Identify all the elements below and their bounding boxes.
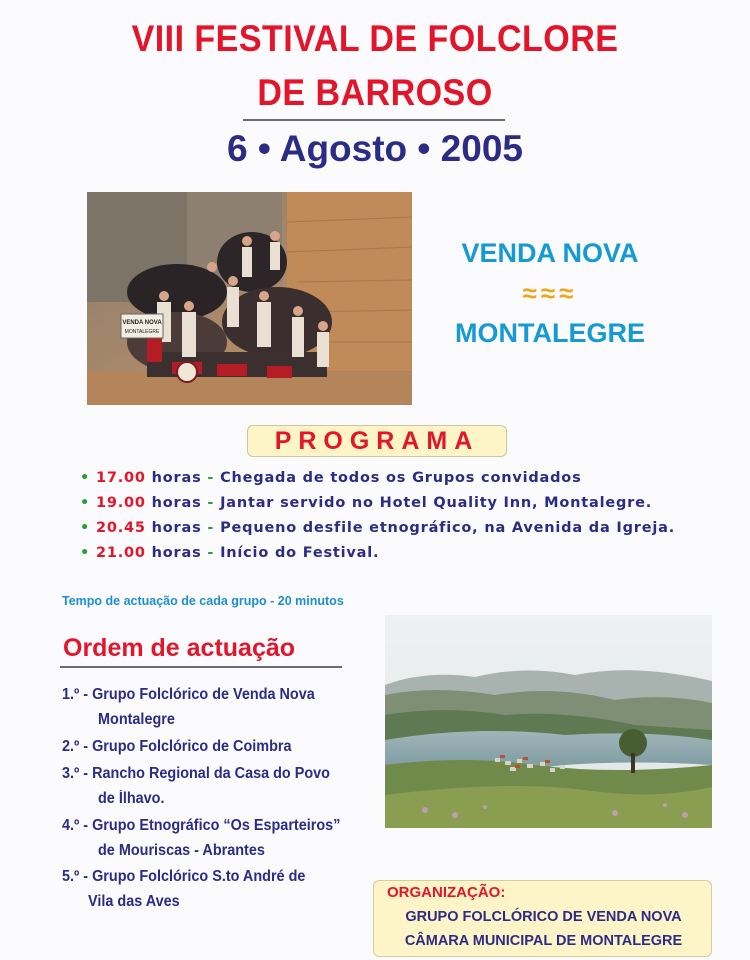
- programa-unit: horas: [151, 520, 202, 536]
- bullet: •: [80, 495, 91, 511]
- location-venda-nova: VENDA NOVA: [461, 238, 639, 268]
- bullet: •: [80, 470, 91, 486]
- ordem-item-2: 2.º - Grupo Folclórico de Coimbra: [62, 738, 292, 755]
- organizacao-line2: CÂMARA MUNICIPAL DE MONTALEGRE: [404, 933, 683, 949]
- programa-item: [80, 520, 675, 536]
- ordem-item-1-cont: Montalegre: [98, 711, 175, 728]
- programa-heading: PROGRAMA: [274, 427, 480, 455]
- banner-text-line1: VENDA NOVA: [122, 320, 162, 326]
- programa-text: Jantar servido no Hotel Quality Inn, Montalegre.: [220, 495, 653, 511]
- programa-item: [80, 495, 652, 511]
- ordem-item-3: 3.º - Rancho Regional da Casa do Povo: [62, 765, 330, 782]
- wave-separator: ≈≈≈: [522, 278, 578, 308]
- programa-unit: horas: [151, 545, 202, 561]
- ordem-item-4-cont: de Mouriscas - Abrantes: [98, 842, 265, 859]
- programa-text: Chegada de todos os Grupos convidados: [220, 470, 582, 486]
- ordem-item-5: 5.º - Grupo Folclórico S.to André de: [62, 868, 306, 885]
- bullet: •: [80, 545, 91, 561]
- programa-text: Pequeno desfile etnográfico, na Avenida da Igreja.: [220, 520, 676, 536]
- ordem-underline: [60, 666, 342, 668]
- festival-title-line1: VIII FESTIVAL DE FOLCLORE: [131, 18, 619, 59]
- programa-dash: -: [207, 520, 215, 536]
- programa-time: 19.00: [95, 495, 146, 511]
- ordem-item-4: 4.º - Grupo Etnográfico “Os Esparteiros”: [62, 817, 341, 834]
- programa-dash: -: [207, 470, 215, 486]
- ordem-item-1: 1.º - Grupo Folclórico de Venda Nova: [62, 686, 315, 703]
- organizacao-line1: GRUPO FOLCLÓRICO DE VENDA NOVA: [405, 909, 682, 925]
- banner-text-line2: MONTALEGRE: [124, 329, 160, 335]
- festival-title-line2: DE BARROSO: [257, 72, 493, 113]
- title-underline: [243, 119, 505, 121]
- organizacao-label: ORGANIZAÇÃO:: [387, 884, 506, 901]
- programa-unit: horas: [151, 470, 202, 486]
- programa-time: 20.45: [95, 520, 146, 536]
- ordem-heading: Ordem de actuação: [63, 634, 296, 662]
- ordem-item-3-cont: de Ílhavo.: [98, 790, 165, 807]
- programa-time: 21.00: [95, 545, 146, 561]
- programa-dash: -: [207, 495, 215, 511]
- bullet: •: [80, 520, 91, 536]
- programa-time: 17.00: [95, 470, 146, 486]
- landscape-photo: [385, 615, 712, 828]
- ordem-item-5-cont: Vila das Aves: [88, 893, 180, 910]
- tempo-note: Tempo de actuação de cada grupo - 20 minutos: [62, 594, 344, 608]
- programa-item: [80, 470, 582, 486]
- festival-date: 6 • Agosto • 2005: [227, 128, 523, 169]
- programa-item: [80, 545, 379, 561]
- programa-unit: horas: [151, 495, 202, 511]
- programa-text: Início do Festival.: [220, 545, 380, 561]
- programa-dash: -: [207, 545, 215, 561]
- folklore-group-photo: [87, 192, 412, 405]
- location-montalegre: MONTALEGRE: [455, 318, 645, 348]
